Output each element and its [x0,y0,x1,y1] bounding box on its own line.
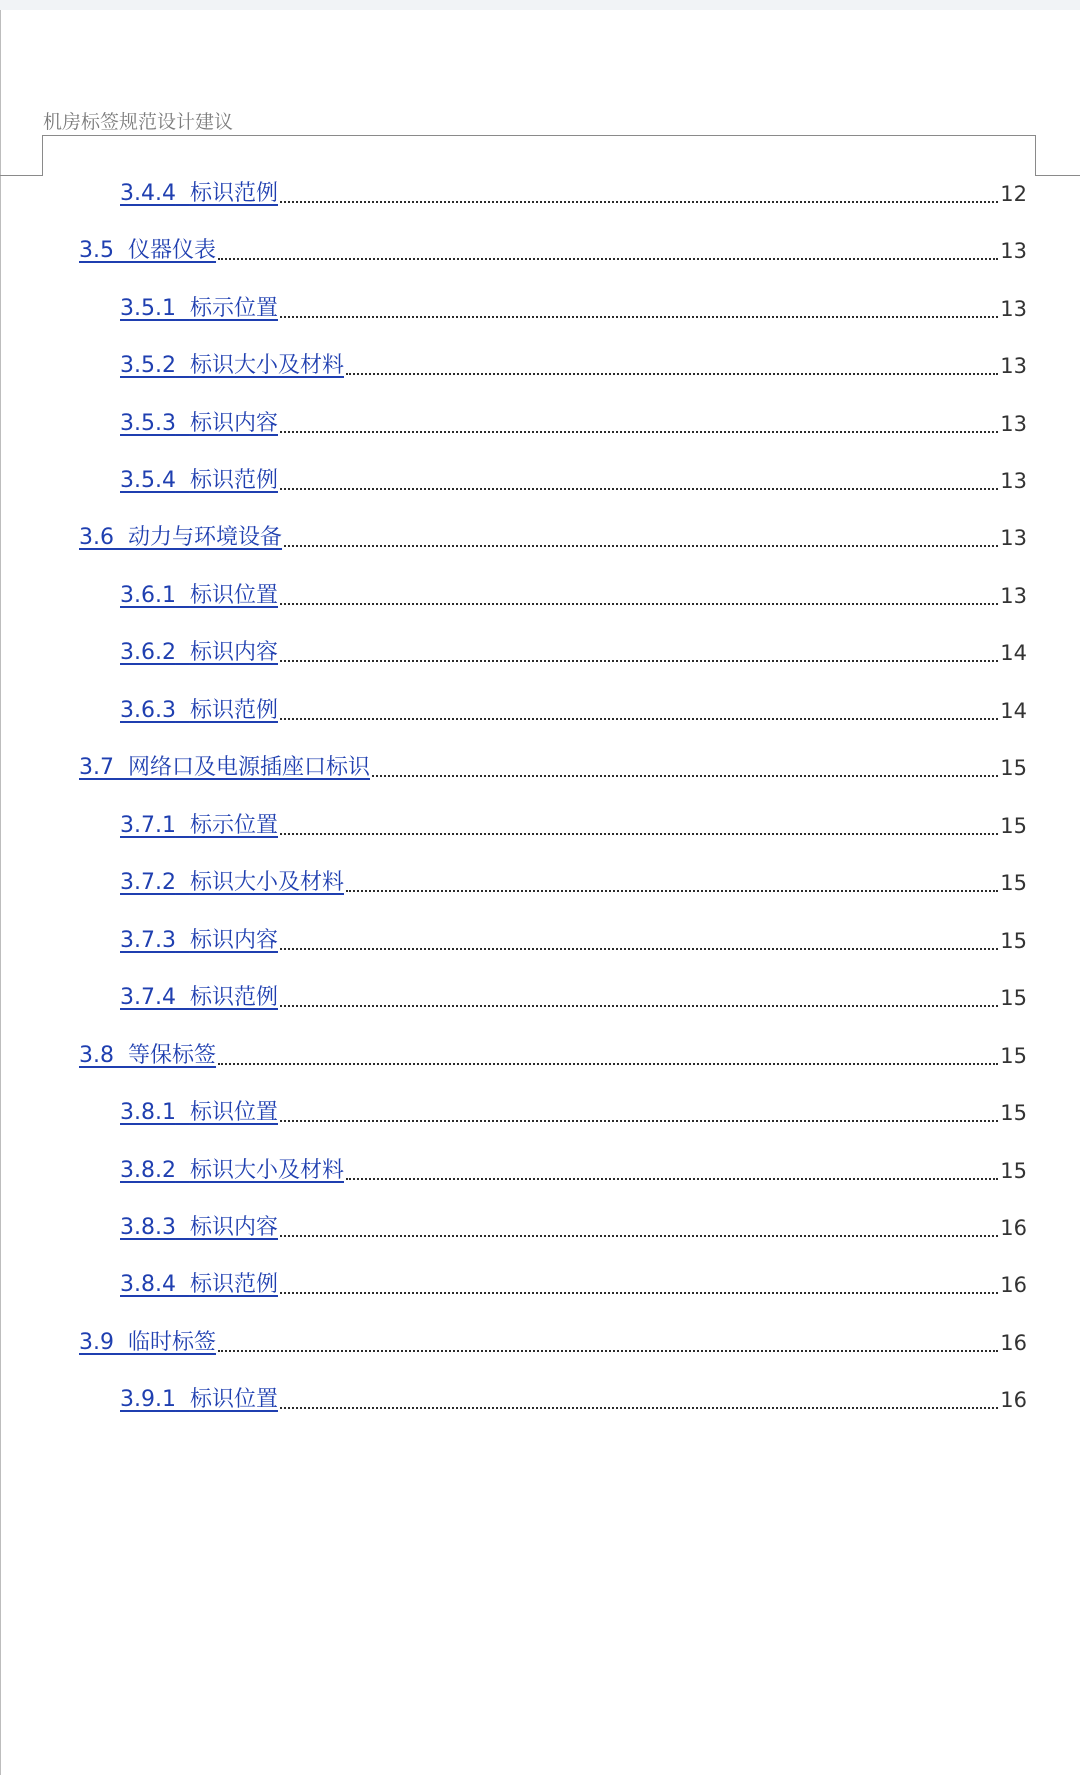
toc-page-number: 13 [1000,526,1027,550]
toc-dot-leader [346,890,998,892]
toc-entry-title: 标识范例 [189,698,278,723]
toc-entry-number: 3.9 [79,1330,114,1355]
toc-entry-link[interactable] [120,181,278,207]
toc-dot-leader [280,718,998,720]
viewer-top-bar [0,0,1080,10]
crop-mark-right-horizontal [1035,175,1080,176]
toc-entry-title: 动力与环境设备 [128,525,283,550]
toc-page-number: 13 [1000,469,1027,493]
toc-entry[interactable] [120,1096,1027,1126]
toc-entry[interactable] [120,579,1027,609]
toc-entry[interactable] [120,924,1027,954]
toc-entry-link[interactable] [120,1158,344,1184]
toc-entry-number: 3.5.3 [120,411,176,436]
toc-dot-leader [280,1407,998,1409]
toc-page-number: 16 [1000,1273,1027,1297]
toc-entry-link[interactable] [120,1100,278,1126]
toc-entry-title: 标示位置 [189,296,278,321]
toc-page-number: 13 [1000,412,1027,436]
toc-entry-number: 3.5.4 [120,468,176,493]
toc-entry-title: 标识内容 [189,411,278,436]
toc-entry[interactable] [120,809,1027,839]
toc-dot-leader [280,833,998,835]
toc-entry-title: 标识大小及材料 [189,1158,344,1183]
toc-entry[interactable] [120,636,1027,666]
toc-page-number: 13 [1000,584,1027,608]
toc-dot-leader [280,948,998,950]
toc-entry-link[interactable] [120,411,278,437]
toc-dot-leader [346,373,998,375]
toc-page-number: 15 [1000,929,1027,953]
toc-entry-link[interactable] [120,985,278,1011]
toc-entry[interactable] [120,1211,1027,1241]
toc-entry-title: 等保标签 [128,1043,217,1068]
toc-entry-number: 3.9.1 [120,1387,176,1412]
page-header-title: 机房标签规范设计建议 [43,111,234,133]
toc-entry-number: 3.5.1 [120,296,176,321]
toc-entry[interactable] [120,464,1027,494]
toc-entry-link[interactable] [79,238,216,264]
toc-entry-number: 3.5 [79,238,114,263]
toc-entry-number: 3.8.3 [120,1215,176,1240]
toc-entry-title: 标识位置 [189,1387,278,1412]
toc-entry-link[interactable] [120,870,344,896]
toc-page-number: 15 [1000,1101,1027,1125]
toc-entry-number: 3.7 [79,755,114,780]
toc-entry-link[interactable] [79,755,370,781]
toc-entry[interactable] [120,1154,1027,1184]
toc-dot-leader [280,431,998,433]
toc-entry[interactable] [79,1326,1027,1356]
toc-page-number: 14 [1000,641,1027,665]
toc-entry-number: 3.7.1 [120,813,176,838]
toc-entry-title: 标识内容 [189,1215,278,1240]
toc-entry-title: 标识内容 [189,928,278,953]
toc-page-number: 15 [1000,1159,1027,1183]
toc-entry[interactable] [120,1383,1027,1413]
toc-dot-leader [280,1235,998,1237]
toc-entry-link[interactable] [120,813,278,839]
toc-entry-number: 3.4.4 [120,181,176,206]
toc-entry[interactable] [120,349,1027,379]
toc-dot-leader [280,1292,998,1294]
toc-page-number: 15 [1000,756,1027,780]
toc-entry-title: 标识范例 [189,1272,278,1297]
toc-entry-title: 标识内容 [189,640,278,665]
toc-entry-title: 标识位置 [189,1100,278,1125]
toc-entry-link[interactable] [120,353,344,379]
page-left-border [0,10,1,1775]
toc-dot-leader [280,1120,998,1122]
toc-dot-leader [280,1005,998,1007]
toc-entry[interactable] [120,292,1027,322]
toc-entry-number: 3.7.3 [120,928,176,953]
toc-entry-number: 3.7.2 [120,870,176,895]
toc-entry-number: 3.8.2 [120,1158,176,1183]
toc-page-number: 16 [1000,1216,1027,1240]
toc-page-number: 13 [1000,239,1027,263]
toc-entry-title: 标识大小及材料 [189,870,344,895]
toc-entry[interactable] [120,177,1027,207]
toc-entry-title: 标识范例 [189,468,278,493]
toc-dot-leader [218,1063,998,1065]
toc-entry[interactable] [120,866,1027,896]
toc-entry-link[interactable] [79,1043,216,1069]
toc-dot-leader [218,1350,998,1352]
toc-entry-title: 标识大小及材料 [189,353,344,378]
toc-entry[interactable] [120,1268,1027,1298]
toc-dot-leader [280,488,998,490]
toc-entry-title: 网络口及电源插座口标识 [128,755,371,780]
toc-page-number: 15 [1000,1044,1027,1068]
toc-entry-title: 标示位置 [189,813,278,838]
toc-entry-number: 3.8 [79,1043,114,1068]
crop-mark-left-horizontal [0,175,43,176]
toc-entry-number: 3.8.1 [120,1100,176,1125]
toc-entry-link[interactable] [120,1215,278,1241]
toc-entry-link[interactable] [79,525,282,551]
toc-page-number: 13 [1000,354,1027,378]
toc-entry-link[interactable] [120,1272,278,1298]
toc-dot-leader [346,1178,998,1180]
toc-entry-number: 3.6.3 [120,698,176,723]
crop-mark-left [42,135,43,176]
toc-entry-number: 3.6 [79,525,114,550]
toc-entry-number: 3.5.2 [120,353,176,378]
toc-entry-title: 标识位置 [189,583,278,608]
toc-entry-link[interactable] [120,640,278,666]
toc-dot-leader [280,660,998,662]
toc-entry-number: 3.6.1 [120,583,176,608]
toc-entry[interactable] [79,521,1027,551]
toc-entry-number: 3.7.4 [120,985,176,1010]
toc-dot-leader [218,258,998,260]
toc-page-number: 16 [1000,1388,1027,1412]
toc-entry-link[interactable] [120,698,278,724]
toc-entry-number: 3.8.4 [120,1272,176,1297]
toc-entry-link[interactable] [120,468,278,494]
toc-entry-link[interactable] [120,928,278,954]
toc-dot-leader [280,603,998,605]
toc-entry-link[interactable] [120,583,278,609]
toc-page-number: 13 [1000,297,1027,321]
toc-page-number: 15 [1000,871,1027,895]
toc-entry[interactable] [79,1039,1027,1069]
toc-dot-leader [280,201,998,203]
toc-entry-title: 标识范例 [189,181,278,206]
toc-dot-leader [284,545,998,547]
toc-page-number: 15 [1000,814,1027,838]
toc-entry-number: 3.6.2 [120,640,176,665]
toc-dot-leader [280,316,998,318]
toc-entry-title: 临时标签 [128,1330,217,1355]
header-rule [42,135,1036,136]
crop-mark-right [1035,135,1036,176]
toc-entry[interactable] [120,694,1027,724]
toc-entry-link[interactable] [79,1330,216,1356]
toc-entry-title: 标识范例 [189,985,278,1010]
toc-page-number: 16 [1000,1331,1027,1355]
toc-page-number: 15 [1000,986,1027,1010]
toc-entry[interactable] [120,981,1027,1011]
toc-entry[interactable] [120,407,1027,437]
toc-entry-link[interactable] [120,296,278,322]
toc-page-number: 12 [1000,182,1027,206]
toc-page-number: 14 [1000,699,1027,723]
toc-dot-leader [372,775,998,777]
toc-entry[interactable] [79,234,1027,264]
toc-entry-link[interactable] [120,1387,278,1413]
toc-entry-title: 仪器仪表 [128,238,217,263]
toc-entry[interactable] [79,751,1027,781]
